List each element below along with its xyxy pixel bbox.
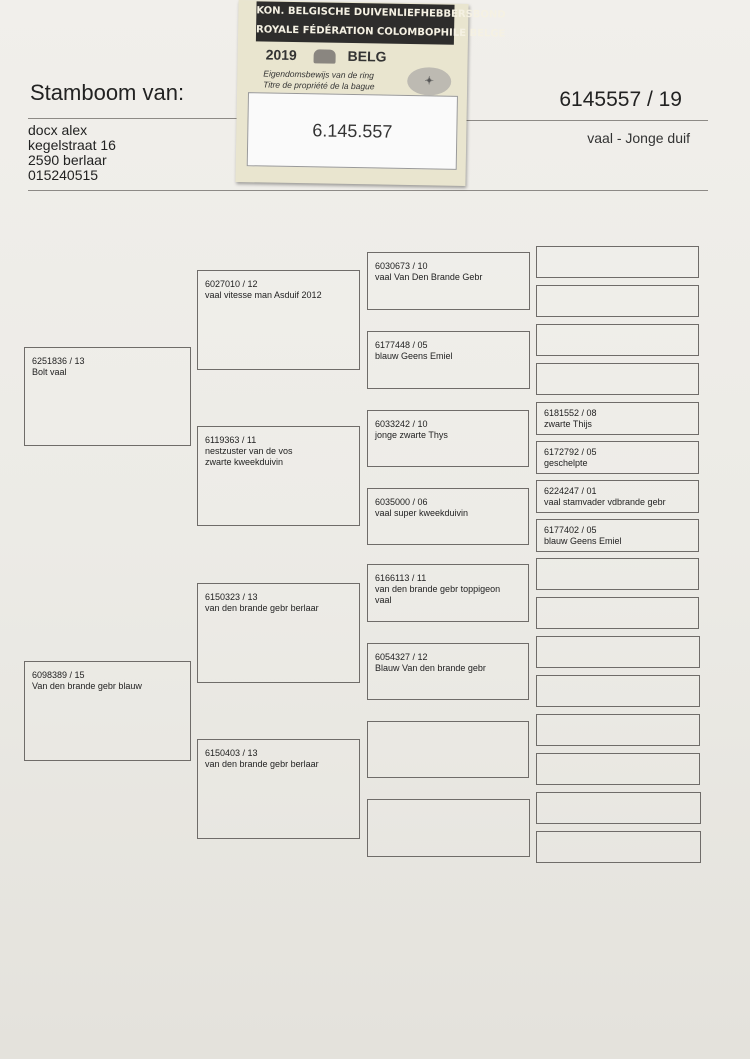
- page-title: Stamboom van:: [30, 80, 185, 105]
- pedigree-box-gen3: [367, 721, 529, 778]
- pedigree-box-gen4: [536, 480, 699, 513]
- pedigree-box-gen3: [367, 799, 530, 857]
- pedigree-box-sire: [24, 347, 191, 446]
- box-text: blauw Geens Emiel: [375, 351, 453, 361]
- federation-banner: [255, 1, 506, 44]
- pedigree-box-gen4: [536, 753, 700, 785]
- pedigree-box-gen4: [536, 402, 699, 435]
- box-ring: 6181552 / 08: [544, 408, 597, 418]
- box-ring: 6150323 / 13: [205, 592, 258, 602]
- federation-name-fr: ROYALE FÉDÉRATION COLOMBOPHILE BELGE: [255, 24, 506, 40]
- box-text: van den brande gebr berlaar: [205, 603, 319, 613]
- box-ring: 6177402 / 05: [544, 525, 597, 535]
- box-text: nestzuster van de vos: [205, 446, 293, 456]
- pedigree-box-gen4: [536, 441, 699, 474]
- pedigree-box-gen4: [536, 714, 700, 746]
- pedigree-box-gen2: [197, 426, 360, 526]
- pedigree-box-gen2: [197, 270, 360, 370]
- pedigree-box-gen4: [536, 285, 699, 317]
- box-ring: 6177448 / 05: [375, 340, 428, 350]
- owner-phone: 015240515: [28, 167, 99, 183]
- box-text: Van den brande gebr blauw: [32, 681, 142, 691]
- box-text: zwarte Thijs: [544, 419, 592, 429]
- pedigree-box-gen4: [536, 636, 700, 668]
- box-ring: 6098389 / 15: [32, 670, 85, 680]
- box-text: geschelpte: [544, 458, 588, 468]
- pedigree-box-gen4: [536, 246, 699, 278]
- box-text: Bolt vaal: [32, 367, 67, 377]
- box-ring: 6035000 / 06: [375, 497, 428, 507]
- box-ring: 6027010 / 12: [205, 279, 258, 289]
- ring-certificate-sticker: [235, 0, 506, 186]
- box-ring: 6224247 / 01: [544, 486, 597, 496]
- pedigree-box-gen4: [536, 597, 699, 629]
- box-ring: 6030673 / 10: [375, 261, 428, 271]
- certificate-year: 2019: [265, 46, 297, 64]
- pedigree-box-gen2: [197, 583, 360, 683]
- box-ring: 6251836 / 13: [32, 356, 85, 366]
- box-text: van den brande gebr berlaar: [205, 759, 319, 769]
- pedigree-box-gen4: [536, 363, 699, 395]
- certificate-label-nl: Eigendomsbewijs van de ring: [263, 68, 374, 81]
- pedigree-box-gen3: [367, 488, 529, 545]
- pigeon-emblem-icon: ✦: [407, 67, 451, 96]
- box-text: vaal Van Den Brande Gebr: [375, 272, 483, 282]
- pedigree-box-gen3: [367, 564, 529, 622]
- pedigree-box-gen3: [367, 252, 530, 310]
- pedigree-box-gen4: [536, 324, 699, 356]
- certificate-label-fr: Titre de propriété de la bague: [263, 79, 375, 92]
- box-ring: 6033242 / 10: [375, 419, 428, 429]
- owner-street: kegelstraat 16: [28, 137, 116, 153]
- box-text: van den brande gebr toppigeon: [375, 584, 501, 594]
- pedigree-box-gen4: [536, 558, 699, 590]
- box-text: vaal super kweekduivin: [375, 508, 469, 518]
- certificate-number-box: [247, 92, 458, 170]
- owner-name: docx alex: [28, 122, 88, 138]
- box-text: zwarte kweekduivin: [205, 457, 284, 467]
- box-text: blauw Geens Emiel: [544, 536, 622, 546]
- certificate-country: BELG: [347, 47, 387, 65]
- crown-icon: [314, 49, 336, 63]
- owner-block: [28, 123, 116, 183]
- box-ring: 6119363 / 11: [205, 435, 257, 445]
- pedigree-box-gen4: [536, 831, 701, 863]
- box-ring: 6054327 / 12: [375, 652, 428, 662]
- box-text: vaal stamvader vdbrande gebr: [544, 497, 666, 507]
- federation-name-nl: KON. BELGISCHE DUIVENLIEFHEBBERSBOND: [256, 5, 506, 21]
- box-text: vaal vitesse man Asduif 2012: [205, 290, 322, 300]
- pedigree-box-gen3: [367, 410, 529, 467]
- box-ring: 6172792 / 05: [544, 447, 597, 457]
- box-text: Blauw Van den brande gebr: [375, 663, 486, 673]
- pedigree-box-dam: [24, 661, 191, 761]
- box-text: jonge zwarte Thys: [375, 430, 448, 440]
- pedigree-box-gen4: [536, 519, 699, 552]
- pigeon-ring-number: 6145557 / 19: [559, 88, 682, 111]
- certificate-ring-number: 6.145.557: [312, 120, 393, 142]
- pedigree-box-gen3: [367, 331, 530, 389]
- pigeon-color-age: vaal - Jonge duif: [587, 130, 690, 146]
- header-rule-left: [28, 118, 268, 119]
- header-rule-right: [460, 120, 708, 121]
- header-rule-bottom: [28, 190, 708, 191]
- box-text: vaal: [375, 595, 392, 605]
- pedigree-box-gen4: [536, 675, 700, 707]
- pedigree-box-gen3: [367, 643, 529, 700]
- box-ring: 6150403 / 13: [205, 748, 258, 758]
- pedigree-box-gen2: [197, 739, 360, 839]
- pedigree-box-gen4: [536, 792, 701, 824]
- owner-city: 2590 berlaar: [28, 152, 107, 168]
- box-ring: 6166113 / 11: [375, 573, 427, 583]
